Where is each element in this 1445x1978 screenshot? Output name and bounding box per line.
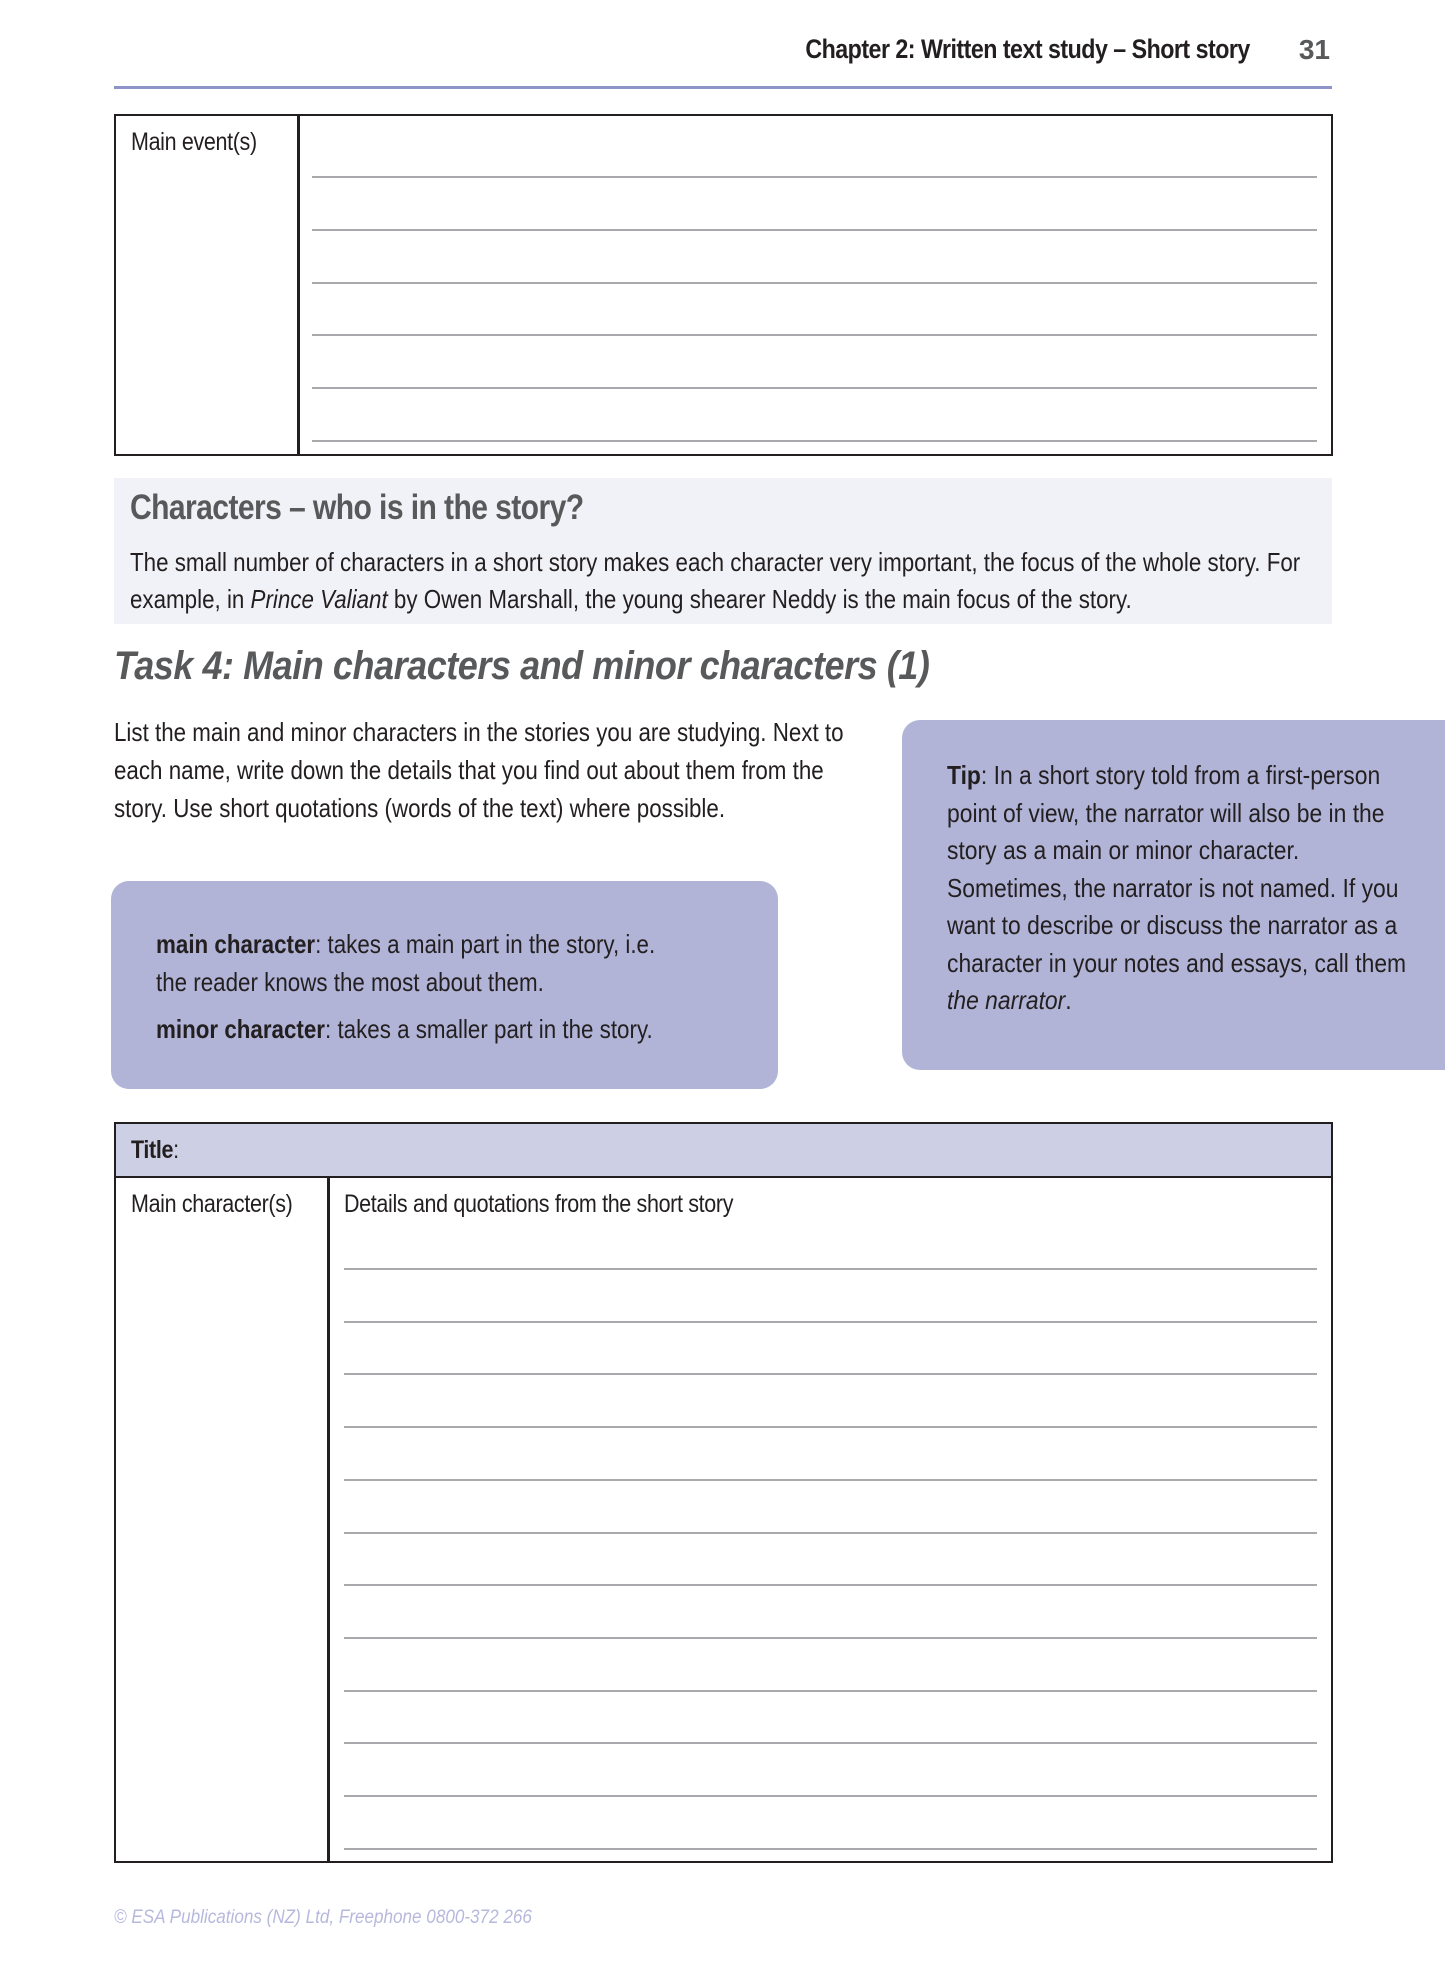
writing-line	[312, 229, 1317, 231]
task-title: Task 4: Main characters and minor characters (1)	[114, 644, 930, 688]
writing-line	[344, 1795, 1317, 1797]
copyright-footer: © ESA Publications (NZ) Ltd, Freephone 0800-372 266	[114, 1907, 532, 1928]
writing-line	[344, 1268, 1317, 1270]
characters-heading: Characters – who is in the story?	[130, 488, 584, 527]
main-characters-header: Main character(s)	[131, 1190, 293, 1218]
intro-text-start: The small number of characters in a short story makes each character very important, the focus of the whole story. For example, in	[130, 547, 1301, 614]
minor-character-definition	[156, 1010, 653, 1048]
writing-line	[344, 1321, 1317, 1323]
writing-line	[344, 1637, 1317, 1639]
task-instructions: List the main and minor characters in the stories you are studying. Next to each name, write down the details that you find out about them from the story. Use short quotations (words of the text) where possible.	[114, 717, 844, 823]
main-character-definition	[156, 925, 655, 963]
writing-line	[312, 440, 1317, 442]
writing-line	[344, 1373, 1317, 1375]
intro-text-end: by Owen Marshall, the young shearer Neddy is the main focus of the story.	[387, 584, 1132, 614]
main-events-table	[114, 114, 1333, 456]
writing-line	[312, 334, 1317, 336]
main-character-def-line2: the reader knows the most about them.	[156, 967, 544, 997]
column-divider	[327, 1176, 330, 1861]
tip-end: .	[1065, 985, 1072, 1015]
definitions-box	[111, 881, 778, 1089]
writing-line	[344, 1532, 1317, 1534]
title-label: Title	[131, 1136, 174, 1164]
story-title: Prince Valiant	[250, 584, 388, 614]
characters-table	[114, 1122, 1333, 1863]
writing-line	[344, 1742, 1317, 1744]
tip-text	[947, 757, 1413, 1020]
main-events-label: Main event(s)	[131, 128, 257, 156]
details-answer-area[interactable]	[344, 1124, 1317, 1861]
writing-line	[344, 1479, 1317, 1481]
main-character-term: main character	[156, 929, 316, 959]
tip-body: : In a short story told from a first-person point of view, the narrator will also be in the story as a main or minor character. Sometimes, the narrator is not named. If you want to describe or discuss the narrator as a character in your notes and essays, call them	[947, 760, 1407, 978]
characters-intro-panel	[114, 478, 1332, 624]
writing-line	[344, 1848, 1317, 1850]
tip-label: Tip	[947, 760, 981, 790]
column-divider	[297, 116, 300, 454]
minor-character-term: minor character	[156, 1014, 326, 1044]
page-number: 31	[1298, 34, 1330, 65]
writing-line	[312, 282, 1317, 284]
writing-line	[344, 1690, 1317, 1692]
writing-line	[344, 1426, 1317, 1428]
characters-intro-text	[130, 544, 1317, 618]
main-character-def-line1: : takes a main part in the story, i.e.	[315, 929, 656, 959]
title-field-label	[131, 1136, 179, 1165]
tip-box	[902, 720, 1445, 1070]
minor-character-def: : takes a smaller part in the story.	[325, 1014, 653, 1044]
page-header	[114, 30, 1332, 89]
tip-emphasis: the narrator	[947, 985, 1066, 1015]
details-header: Details and quotations from the short story	[344, 1190, 734, 1218]
writing-line	[312, 176, 1317, 178]
chapter-title: Chapter 2: Written text study – Short story	[805, 34, 1250, 64]
writing-line	[312, 387, 1317, 389]
writing-line	[344, 1584, 1317, 1586]
main-events-answer-area[interactable]	[312, 116, 1317, 454]
title-colon: :	[173, 1136, 179, 1164]
